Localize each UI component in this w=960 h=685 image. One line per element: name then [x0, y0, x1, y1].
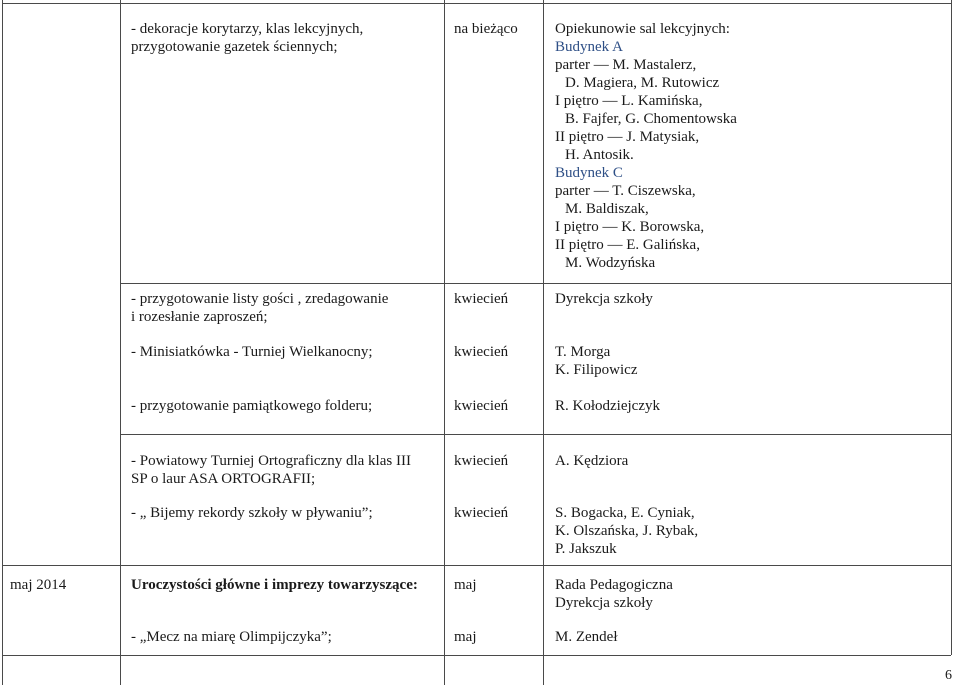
- responsible-text: K. Olszańska, J. Rybak,: [555, 523, 699, 539]
- responsible-line: M. Wodzyńska: [565, 255, 656, 271]
- responsible-text: K. Filipowicz: [555, 362, 638, 378]
- responsible-text: Dyrekcja szkoły: [555, 595, 653, 611]
- responsible-line: parter — T. Ciszewska,: [555, 183, 696, 199]
- task-text: - Minisiatkówka - Turniej Wielkanocny;: [131, 344, 373, 360]
- responsible-text: P. Jakszuk: [555, 541, 617, 557]
- responsible-line: I piętro — K. Borowska,: [555, 219, 705, 235]
- responsible-line: H. Antosik.: [565, 147, 634, 163]
- responsible-line: I piętro — L. Kamińska,: [555, 93, 703, 109]
- when-text: kwiecień: [454, 291, 509, 307]
- responsible-text: Dyrekcja szkoły: [555, 291, 653, 307]
- task-text: - Powiatowy Turniej Ortograficzny dla klas III: [131, 453, 411, 469]
- row-divider: [2, 565, 951, 566]
- when-text: maj: [454, 629, 477, 645]
- responsible-line: M. Baldiszak,: [565, 201, 649, 217]
- responsible-line: II piętro — J. Matysiak,: [555, 129, 700, 145]
- responsible-text: A. Kędziora: [555, 453, 629, 469]
- responsible-text: Rada Pedagogiczna: [555, 577, 673, 593]
- task-text: przygotowanie gazetek ściennych;: [131, 39, 338, 55]
- when-text: kwiecień: [454, 344, 509, 360]
- table-border-bottom: [2, 655, 951, 656]
- responsible-line: B. Fajfer, G. Chomentowska: [565, 111, 737, 127]
- responsible-line: Opiekunowie sal lekcyjnych:: [555, 21, 730, 37]
- responsible-line: II piętro — E. Galińska,: [555, 237, 700, 253]
- column-divider: [120, 0, 121, 685]
- task-text: - przygotowanie pamiątkowego folderu;: [131, 398, 373, 414]
- task-text: i rozesłanie zaproszeń;: [131, 309, 268, 325]
- section-heading: Uroczystości główne i imprezy towarzyszące:: [131, 577, 418, 593]
- row-divider: [2, 3, 951, 4]
- task-text: SP o laur ASA ORTOGRAFII;: [131, 471, 316, 487]
- responsible-text: R. Kołodziejczyk: [555, 398, 660, 414]
- when-text: na bieżąco: [454, 21, 518, 37]
- page-number: 6: [945, 668, 952, 683]
- column-divider: [444, 0, 445, 685]
- responsible-line: D. Magiera, M. Rutowicz: [565, 75, 720, 91]
- column-divider: [543, 0, 544, 685]
- responsible-line: Budynek C: [555, 165, 623, 181]
- when-text: kwiecień: [454, 505, 509, 521]
- task-text: - „Mecz na miarę Olimpijczyka”;: [131, 629, 332, 645]
- task-text: - „ Bijemy rekordy szkoły w pływaniu”;: [131, 505, 373, 521]
- row-divider: [120, 283, 951, 284]
- table-border-right: [951, 0, 952, 655]
- table-border-left: [2, 0, 3, 685]
- responsible-text: S. Bogacka, E. Cyniak,: [555, 505, 695, 521]
- date-cell: maj 2014: [10, 577, 67, 593]
- when-text: kwiecień: [454, 453, 509, 469]
- task-text: - dekoracje korytarzy, klas lekcyjnych,: [131, 21, 364, 37]
- when-text: kwiecień: [454, 398, 509, 414]
- when-text: maj: [454, 577, 477, 593]
- responsible-line: parter — M. Mastalerz,: [555, 57, 697, 73]
- responsible-text: M. Zendeł: [555, 629, 618, 645]
- responsible-line: Budynek A: [555, 39, 623, 55]
- row-divider: [120, 434, 951, 435]
- responsible-text: T. Morga: [555, 344, 611, 360]
- task-text: - przygotowanie listy gości , zredagowanie: [131, 291, 389, 307]
